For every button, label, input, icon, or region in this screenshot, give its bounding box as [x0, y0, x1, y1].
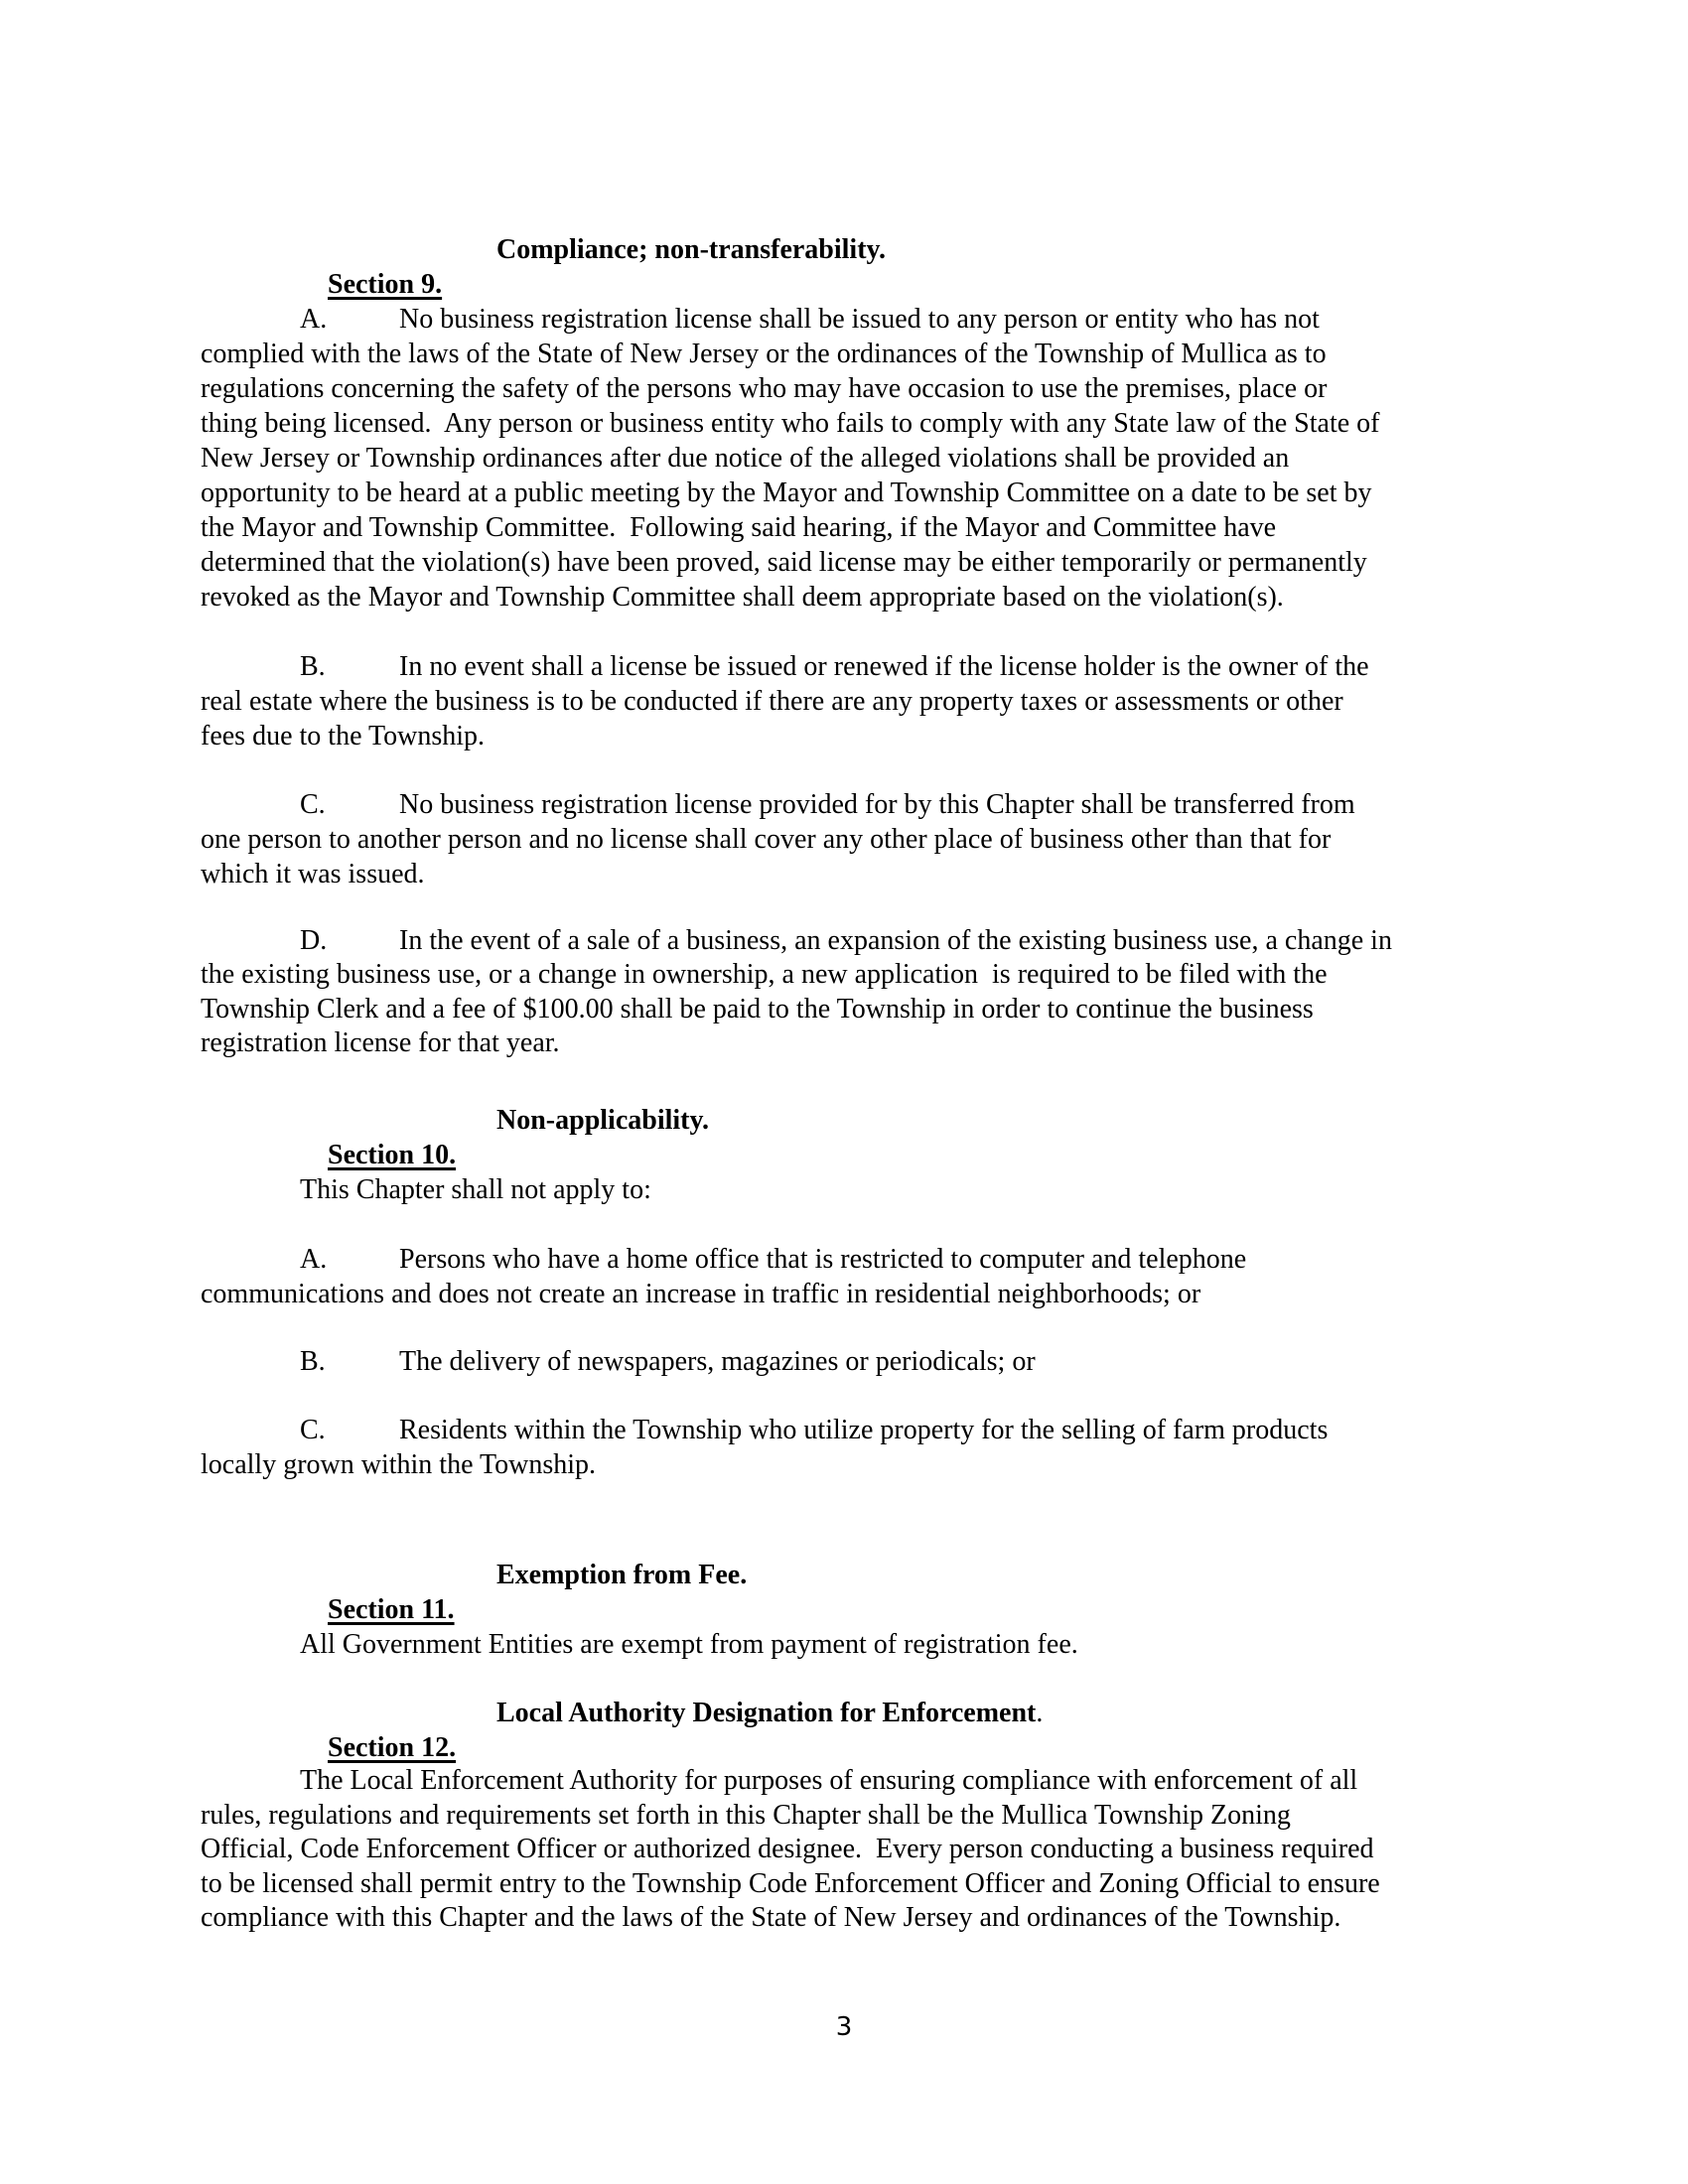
section-title: Local Authority Designation for Enforcement	[496, 1698, 1037, 1728]
intro-text: This Chapter shall not apply to:	[300, 1174, 651, 1205]
paragraph-line: which it was issued.	[201, 859, 425, 889]
section-number: Section 12.	[328, 1732, 457, 1763]
paragraph-line: regulations concerning the safety of the persons who may have occasion to use the premises, place or	[201, 373, 1328, 404]
paragraph-label: C.	[300, 789, 326, 820]
paragraph-line: complied with the laws of the State of New Jersey or the ordinances of the Township of Mullica as to	[201, 339, 1327, 369]
paragraph-line: compliance with this Chapter and the laws of the State of New Jersey and ordinances of the Township.	[201, 1902, 1341, 1933]
paragraph-line: one person to another person and no license shall cover any other place of business other than that for	[201, 824, 1332, 855]
paragraph-line: Official, Code Enforcement Officer or authorized designee. Every person conducting a business required	[201, 1834, 1374, 1864]
paragraph-line: determined that the violation(s) have been proved, said license may be either temporarily or permanently	[201, 547, 1367, 578]
paragraph-line: No business registration license provided for by this Chapter shall be transferred from	[399, 789, 1355, 820]
section-number: Section 11.	[328, 1594, 455, 1625]
section-title-period: .	[1036, 1698, 1044, 1728]
paragraph-line: communications and does not create an increase in traffic in residential neighborhoods; or	[201, 1279, 1201, 1309]
section-title-wrap	[496, 1696, 1043, 1730]
section-9-paragraph-a	[201, 302, 1379, 614]
section-title: Exemption from Fee.	[496, 1560, 748, 1590]
paragraph-line: In the event of a sale of a business, an expansion of the existing business use, a change in	[399, 925, 1392, 956]
section-9-paragraph-c	[201, 787, 1355, 891]
section-number: Section 9.	[328, 269, 443, 300]
paragraph-label: B.	[300, 1346, 326, 1377]
section-number: Section 10.	[328, 1140, 457, 1170]
paragraph-line: the existing business use, or a change in ownership, a new application is required to be filed with the	[201, 959, 1328, 991]
section-10-paragraph-a	[201, 1242, 1246, 1311]
paragraph-line: The Local Enforcement Authority for purposes of ensuring compliance with enforcement of all	[300, 1765, 1358, 1796]
section-10-paragraph-c	[201, 1413, 1328, 1482]
paragraph-line: real estate where the business is to be conducted if there are any property taxes or assessments or other	[201, 686, 1343, 717]
section-11-text	[201, 1627, 1078, 1662]
section-title: Non-applicability.	[496, 1105, 709, 1136]
paragraph-line: fees due to the Township.	[201, 721, 486, 751]
paragraph-line: Persons who have a home office that is restricted to computer and telephone	[399, 1244, 1247, 1275]
paragraph-label: A.	[300, 1244, 328, 1275]
paragraph-line: opportunity to be heard at a public meeting by the Mayor and Township Committee on a date to be set by	[201, 478, 1372, 508]
section-9-paragraph-b	[201, 649, 1369, 753]
paragraph-line: to be licensed shall permit entry to the Township Code Enforcement Officer and Zoning Official to ensure	[201, 1867, 1380, 1899]
section-10-paragraph-b	[201, 1344, 1036, 1379]
page-number: 3	[835, 2012, 853, 2042]
paragraph-line: thing being licensed. Any person or business entity who fails to comply with any State law of the State of	[201, 408, 1380, 439]
paragraph-line: New Jersey or Township ordinances after due notice of the alleged violations shall be provided an	[201, 443, 1290, 474]
paragraph-line: The delivery of newspapers, magazines or periodicals; or	[399, 1346, 1036, 1377]
paragraph-line: locally grown within the Township.	[201, 1449, 597, 1480]
paragraph-line: registration license for that year.	[201, 1026, 560, 1058]
paragraph-label: B.	[300, 651, 326, 682]
paragraph-label: D.	[300, 925, 328, 956]
paragraph-label: A.	[300, 304, 328, 335]
paragraph-line: Township Clerk and a fee of $100.00 shall be paid to the Township in order to continue the business	[201, 993, 1314, 1024]
paragraph-line: In no event shall a license be issued or renewed if the license holder is the owner of the	[399, 651, 1369, 682]
section-title: Compliance; non-transferability.	[496, 234, 886, 265]
paragraph-line: Residents within the Township who utilize property for the selling of farm products	[399, 1415, 1329, 1445]
paragraph-line: revoked as the Mayor and Township Committee shall deem appropriate based on the violation(s).	[201, 582, 1284, 613]
section-9-paragraph-d	[201, 924, 1392, 1060]
section-10-intro	[201, 1172, 651, 1207]
section-text: All Government Entities are exempt from payment of registration fee.	[300, 1629, 1078, 1660]
paragraph-line: the Mayor and Township Committee. Following said hearing, if the Mayor and Committee have	[201, 512, 1277, 543]
paragraph-line: rules, regulations and requirements set forth in this Chapter shall be the Mullica Township Zoning	[201, 1799, 1291, 1831]
paragraph-label: C.	[300, 1415, 326, 1445]
section-12-paragraph	[201, 1764, 1380, 1936]
paragraph-line: No business registration license shall be issued to any person or entity who has not	[399, 304, 1320, 335]
